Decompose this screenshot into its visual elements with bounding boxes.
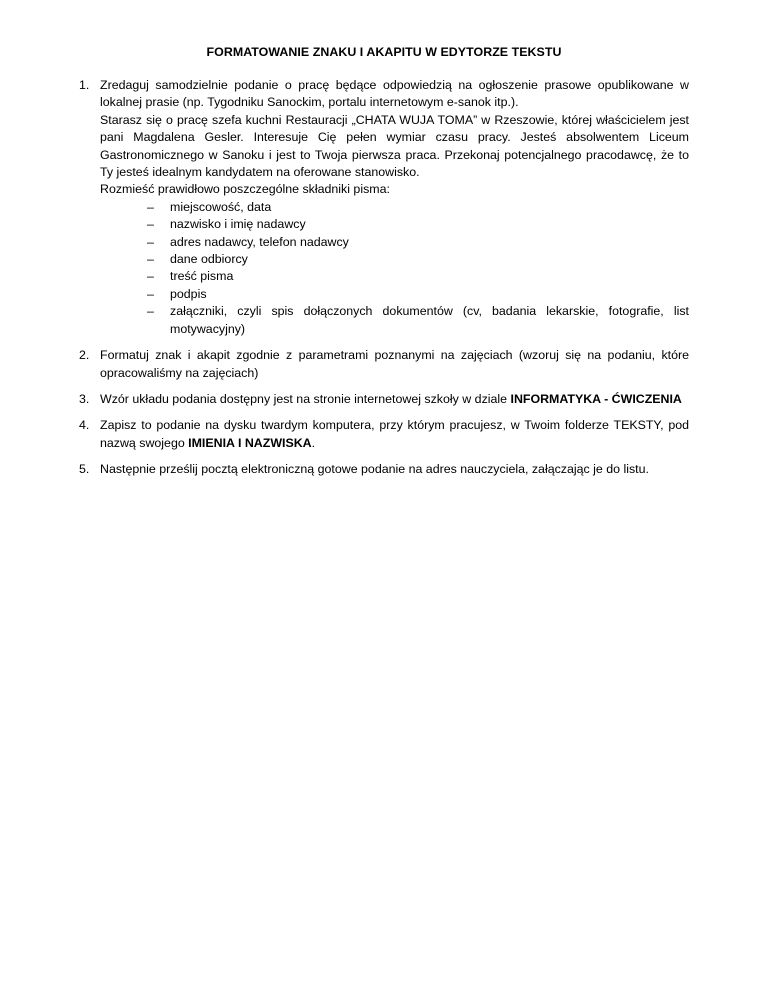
task-1-parts-label: Rozmieść prawidłowo poszczególne składniki pisma: [100, 182, 390, 197]
list-item: – dane odbiorcy [147, 251, 689, 268]
list-item: – podpis [147, 286, 689, 303]
dash-bullet: – [147, 252, 154, 267]
dash-bullet: – [147, 234, 154, 249]
task-item-5 [79, 461, 689, 478]
task-item-4 [79, 417, 689, 452]
task-5-text: Następnie prześlij pocztą elektroniczną gotowe podanie na adres nauczyciela, załączając je do listu. [100, 462, 649, 477]
list-item: – załączniki, czyli spis dołączonych dokumentów (cv, badania lekarskie, fotografie, list motywacyjny) [147, 304, 689, 336]
task-number: 1. [79, 78, 90, 92]
dash-bullet: – [147, 286, 154, 301]
list-item: – treść pisma [147, 268, 689, 285]
list-item: – nazwisko i imię nadawcy [147, 216, 689, 233]
task-2-text: Formatuj znak i akapit zgodnie z parametrami poznanymi na zajęciach (wzoruj się na podaniu, które opracowaliśmy na zajęciach) [100, 348, 689, 380]
task-item-3 [79, 391, 689, 408]
task-list [79, 77, 689, 488]
task-item-2 [79, 347, 689, 382]
task-number: 4. [79, 418, 90, 433]
dash-bullet: – [147, 304, 154, 319]
document-title: FORMATOWANIE ZNAKU I AKAPITU W EDYTORZE TEKSTU [206, 45, 562, 59]
dash-bullet: – [147, 217, 154, 232]
task-item-1 [79, 77, 689, 338]
task-3-text: Wzór układu podania dostępny jest na stronie internetowej szkoły w dziale INFORMATYKA - ĆWICZENIA [100, 391, 682, 406]
dash-bullet: – [147, 199, 154, 214]
task-number: 5. [79, 462, 90, 477]
list-item: – miejscowość, data [147, 199, 689, 216]
dash-bullet: – [147, 269, 154, 284]
task-4-text: Zapisz to podanie na dysku twardym komputera, przy którym pracujesz, w Twoim folderze TEKSTY, pod nazwą swojego IMIENIA I NAZWISKA. [100, 418, 689, 450]
list-item: – adres nadawcy, telefon nadawcy [147, 234, 689, 251]
section-name: INFORMATYKA - ĆWICZENIA [510, 391, 682, 406]
task-number: 2. [79, 348, 90, 363]
task-1-intro: Zredaguj samodzielnie podanie o pracę będące odpowiedzią na ogłoszenie prasowe opublikowane w lokalnej prasie (np. Tygodniku Sanockim, portalu internetowym e-sanok itp.). [100, 78, 689, 110]
file-name-instruction: IMIENIA I NAZWISKA [188, 435, 312, 450]
letter-parts-list [100, 199, 689, 338]
task-number: 3. [79, 391, 90, 406]
task-1-scenario: Starasz się o pracę szefa kuchni Restauracji „CHATA WUJA TOMA” w Rzeszowie, której właścicielem jest pani Magdalena Gesler. Interesuje Cię pełen wymiar czasu pracy. Jesteś absolwentem Liceum Gastronomicznego w Sanoku i jest to Twoja pierwsza praca. Przekonaj potencjalnego pracodawcę, że to Ty jesteś idealnym kandydatem na oferowane stanowisko. [100, 112, 689, 180]
